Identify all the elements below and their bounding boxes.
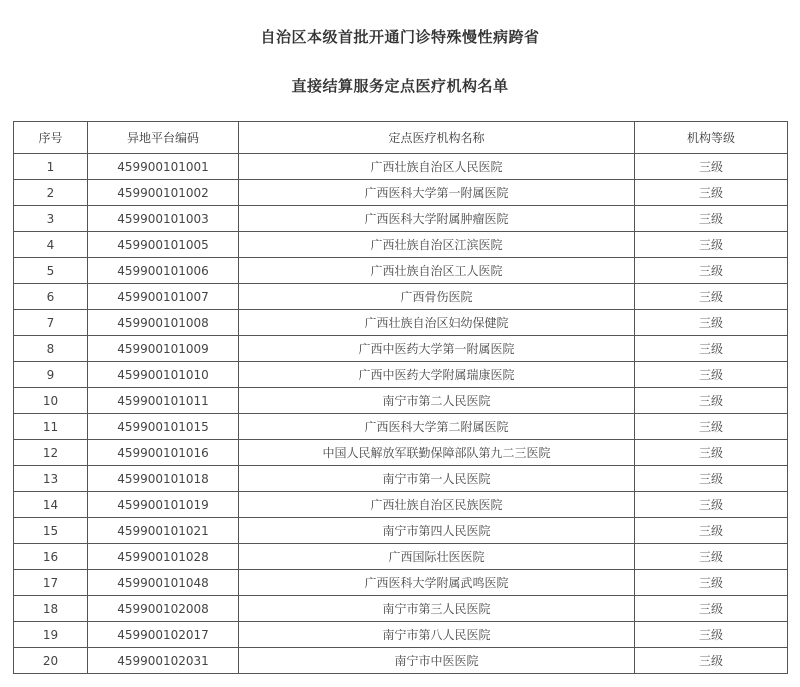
cell-platform-code: 459900101021: [88, 518, 239, 544]
cell-serial-number: 14: [14, 492, 88, 518]
cell-institution-name: 南宁市第四人民医院: [239, 518, 635, 544]
cell-platform-code: 459900101006: [88, 258, 239, 284]
cell-institution-level: 三级: [635, 622, 788, 648]
cell-platform-code: 459900101002: [88, 180, 239, 206]
header-serial-number: 序号: [14, 122, 88, 154]
cell-institution-level: 三级: [635, 154, 788, 180]
table-row: [14, 466, 788, 492]
cell-institution-name: 广西中医药大学附属瑞康医院: [239, 362, 635, 388]
cell-institution-name: 南宁市第一人民医院: [239, 466, 635, 492]
cell-institution-level: 三级: [635, 258, 788, 284]
cell-institution-name: 广西壮族自治区人民医院: [239, 154, 635, 180]
cell-institution-level: 三级: [635, 362, 788, 388]
table-row: [14, 284, 788, 310]
cell-platform-code: 459900102008: [88, 596, 239, 622]
cell-institution-level: 三级: [635, 414, 788, 440]
cell-platform-code: 459900101001: [88, 154, 239, 180]
cell-serial-number: 19: [14, 622, 88, 648]
table-row: [14, 258, 788, 284]
cell-serial-number: 1: [14, 154, 88, 180]
cell-institution-name: 中国人民解放军联勤保障部队第九二三医院: [239, 440, 635, 466]
table-row: [14, 310, 788, 336]
cell-serial-number: 5: [14, 258, 88, 284]
cell-institution-level: 三级: [635, 336, 788, 362]
document-title-line-2: 直接结算服务定点医疗机构名单: [291, 77, 509, 95]
cell-institution-level: 三级: [635, 648, 788, 674]
cell-institution-name: 广西中医药大学第一附属医院: [239, 336, 635, 362]
cell-platform-code: 459900101019: [88, 492, 239, 518]
cell-institution-level: 三级: [635, 388, 788, 414]
table-row: [14, 232, 788, 258]
cell-serial-number: 17: [14, 570, 88, 596]
cell-platform-code: 459900101048: [88, 570, 239, 596]
cell-institution-name: 广西医科大学第一附属医院: [239, 180, 635, 206]
table-row: [14, 336, 788, 362]
cell-platform-code: 459900101015: [88, 414, 239, 440]
cell-serial-number: 7: [14, 310, 88, 336]
cell-serial-number: 13: [14, 466, 88, 492]
cell-platform-code: 459900101007: [88, 284, 239, 310]
cell-platform-code: 459900101016: [88, 440, 239, 466]
cell-platform-code: 459900101003: [88, 206, 239, 232]
cell-institution-name: 广西壮族自治区妇幼保健院: [239, 310, 635, 336]
cell-institution-level: 三级: [635, 206, 788, 232]
cell-platform-code: 459900102017: [88, 622, 239, 648]
cell-institution-level: 三级: [635, 466, 788, 492]
cell-institution-level: 三级: [635, 284, 788, 310]
table-header: [14, 122, 788, 154]
cell-institution-name: 广西壮族自治区江滨医院: [239, 232, 635, 258]
table-row: [14, 180, 788, 206]
cell-serial-number: 2: [14, 180, 88, 206]
cell-serial-number: 10: [14, 388, 88, 414]
cell-institution-level: 三级: [635, 544, 788, 570]
cell-serial-number: 18: [14, 596, 88, 622]
cell-institution-level: 三级: [635, 180, 788, 206]
table-row: [14, 362, 788, 388]
cell-serial-number: 4: [14, 232, 88, 258]
table-row: [14, 206, 788, 232]
cell-institution-level: 三级: [635, 518, 788, 544]
table-row: [14, 154, 788, 180]
table-row: [14, 622, 788, 648]
cell-institution-level: 三级: [635, 492, 788, 518]
hospital-list-table: [13, 121, 788, 674]
table-row: [14, 570, 788, 596]
cell-institution-level: 三级: [635, 232, 788, 258]
cell-institution-level: 三级: [635, 570, 788, 596]
cell-serial-number: 8: [14, 336, 88, 362]
cell-serial-number: 3: [14, 206, 88, 232]
cell-platform-code: 459900101005: [88, 232, 239, 258]
cell-institution-name: 广西国际壮医医院: [239, 544, 635, 570]
cell-platform-code: 459900102031: [88, 648, 239, 674]
table-row: [14, 648, 788, 674]
cell-institution-name: 广西壮族自治区民族医院: [239, 492, 635, 518]
table-header-row: [14, 122, 788, 154]
cell-serial-number: 15: [14, 518, 88, 544]
cell-platform-code: 459900101011: [88, 388, 239, 414]
header-institution-level: 机构等级: [635, 122, 788, 154]
cell-serial-number: 11: [14, 414, 88, 440]
cell-institution-name: 南宁市第三人民医院: [239, 596, 635, 622]
cell-platform-code: 459900101008: [88, 310, 239, 336]
table-row: [14, 544, 788, 570]
cell-platform-code: 459900101009: [88, 336, 239, 362]
cell-institution-name: 南宁市第二人民医院: [239, 388, 635, 414]
cell-institution-name: 南宁市中医医院: [239, 648, 635, 674]
table-row: [14, 596, 788, 622]
table-row: [14, 414, 788, 440]
cell-serial-number: 12: [14, 440, 88, 466]
cell-serial-number: 9: [14, 362, 88, 388]
cell-serial-number: 20: [14, 648, 88, 674]
cell-institution-name: 广西医科大学第二附属医院: [239, 414, 635, 440]
cell-institution-name: 广西骨伤医院: [239, 284, 635, 310]
cell-institution-name: 广西医科大学附属肿瘤医院: [239, 206, 635, 232]
cell-institution-level: 三级: [635, 596, 788, 622]
table-row: [14, 440, 788, 466]
cell-institution-level: 三级: [635, 310, 788, 336]
table-row: [14, 518, 788, 544]
cell-platform-code: 459900101018: [88, 466, 239, 492]
header-institution-name: 定点医疗机构名称: [239, 122, 635, 154]
cell-institution-name: 广西壮族自治区工人医院: [239, 258, 635, 284]
cell-serial-number: 16: [14, 544, 88, 570]
cell-platform-code: 459900101028: [88, 544, 239, 570]
header-platform-code: 异地平台编码: [88, 122, 239, 154]
cell-serial-number: 6: [14, 284, 88, 310]
table-row: [14, 492, 788, 518]
cell-institution-name: 广西医科大学附属武鸣医院: [239, 570, 635, 596]
table-body: [14, 154, 788, 674]
table-row: [14, 388, 788, 414]
cell-platform-code: 459900101010: [88, 362, 239, 388]
cell-institution-level: 三级: [635, 440, 788, 466]
cell-institution-name: 南宁市第八人民医院: [239, 622, 635, 648]
document-title-line-1: 自治区本级首批开通门诊特殊慢性病跨省: [260, 28, 540, 46]
